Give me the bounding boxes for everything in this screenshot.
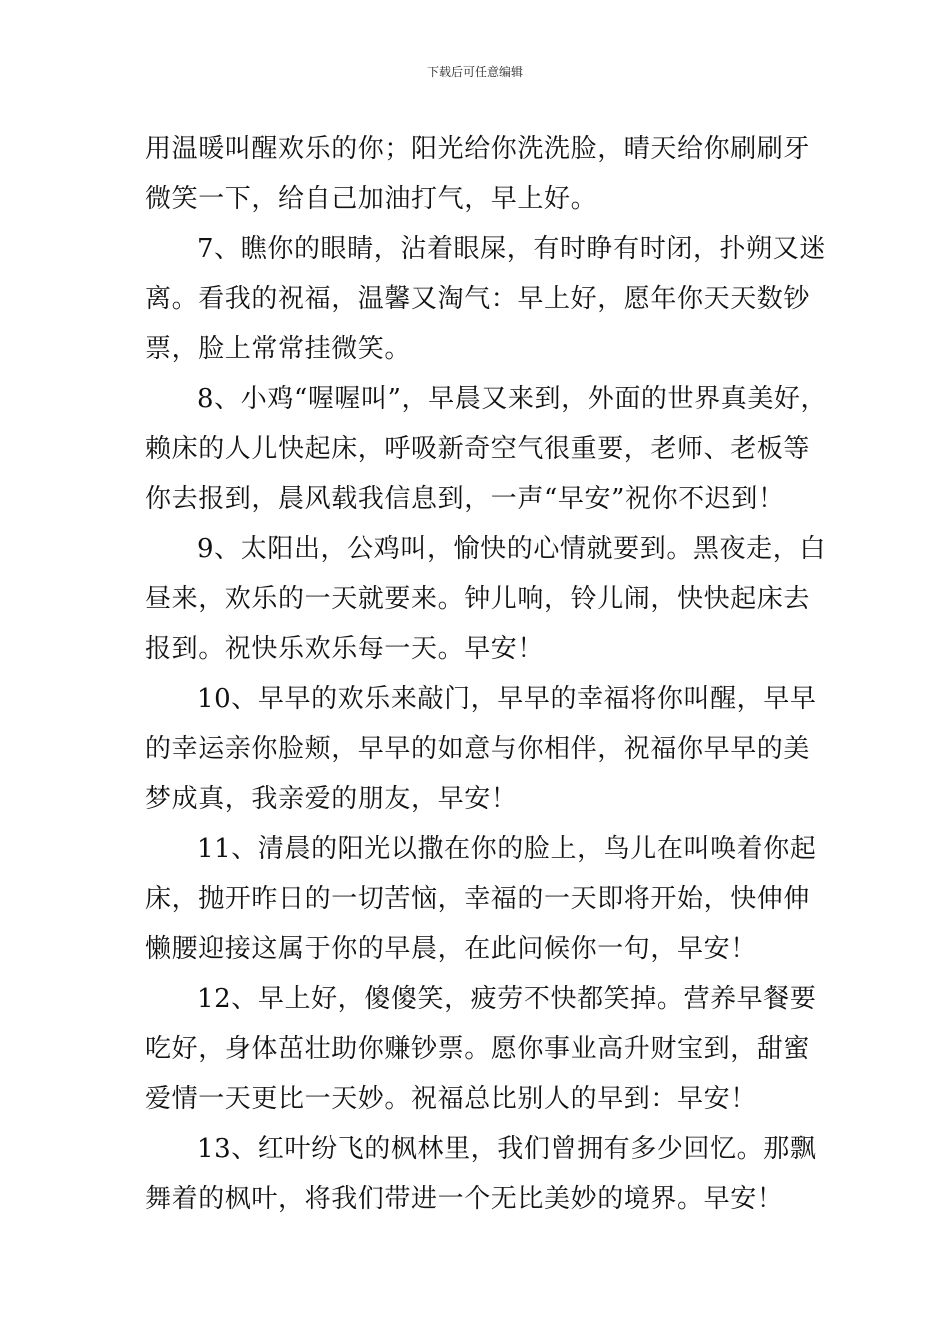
paragraph-12	[145, 974, 825, 1124]
paragraph-11	[145, 824, 825, 974]
text-line: 床，抛开昨日的一切苦恼，幸福的一天即将开始，快伸伸	[145, 884, 811, 914]
paragraph-10	[145, 674, 825, 824]
text-line: 离。看我的祝福，温馨又淘气：早上好，愿年你天天数钞	[145, 284, 811, 314]
text-line: 的幸运亲你脸颊，早早的如意与你相伴，祝福你早早的美	[145, 734, 811, 764]
text-line: 11、清晨的阳光以撒在你的脸上，鸟儿在叫唤着你起	[197, 834, 817, 864]
text-line: 微笑一下，给自己加油打气，早上好。	[145, 184, 598, 214]
paragraph-7	[145, 224, 825, 374]
text-line: 懒腰迎接这属于你的早晨，在此问候你一句，早安！	[145, 934, 757, 964]
text-line: 10、早早的欢乐来敲门，早早的幸福将你叫醒，早早	[197, 684, 817, 714]
text-line: 吃好，身体茁壮助你赚钞票。愿你事业高升财宝到，甜蜜	[145, 1034, 811, 1064]
paragraph-8	[145, 374, 828, 524]
text-line: 昼来，欢乐的一天就要来。钟儿响，铃儿闹，快快起床去	[145, 584, 811, 614]
paragraph-9	[145, 524, 825, 674]
text-line: 12、早上好，傻傻笑，疲劳不快都笑掉。营养早餐要	[197, 984, 817, 1014]
text-line: 梦成真，我亲爱的朋友，早安！	[145, 784, 518, 814]
paragraph-continued	[145, 124, 825, 224]
text-line: 13、红叶纷飞的枫林里，我们曾拥有多少回忆。那飘	[197, 1134, 817, 1164]
text-line: 9、太阳出，公鸡叫，愉快的心情就要到。黑夜走，白	[197, 534, 826, 564]
text-line: 7、瞧你的眼睛，沾着眼屎，有时睁有时闭，扑朔又迷	[197, 234, 826, 264]
text-line: 报到。祝快乐欢乐每一天。早安！	[145, 634, 545, 664]
text-line: 爱情一天更比一天妙。祝福总比别人的早到：早安！	[145, 1084, 757, 1114]
text-line: 舞着的枫叶，将我们带进一个无比美妙的境界。早安！	[145, 1184, 784, 1214]
text-line: 8、小鸡“喔喔叫”，早晨又来到，外面的世界真美好，	[197, 384, 828, 414]
text-line: 你去报到，晨风载我信息到，一声“早安”祝你不迟到！	[145, 484, 785, 514]
document-body	[145, 124, 828, 1224]
text-line: 赖床的人儿快起床，呼吸新奇空气很重要，老师、老板等	[145, 434, 811, 464]
page-header: 下载后可任意编辑	[426, 65, 523, 79]
paragraph-13	[145, 1124, 825, 1224]
text-line: 用温暖叫醒欢乐的你；阳光给你洗洗脸，晴天给你刷刷牙	[145, 134, 811, 164]
text-line: 票，脸上常常挂微笑。	[145, 334, 412, 364]
